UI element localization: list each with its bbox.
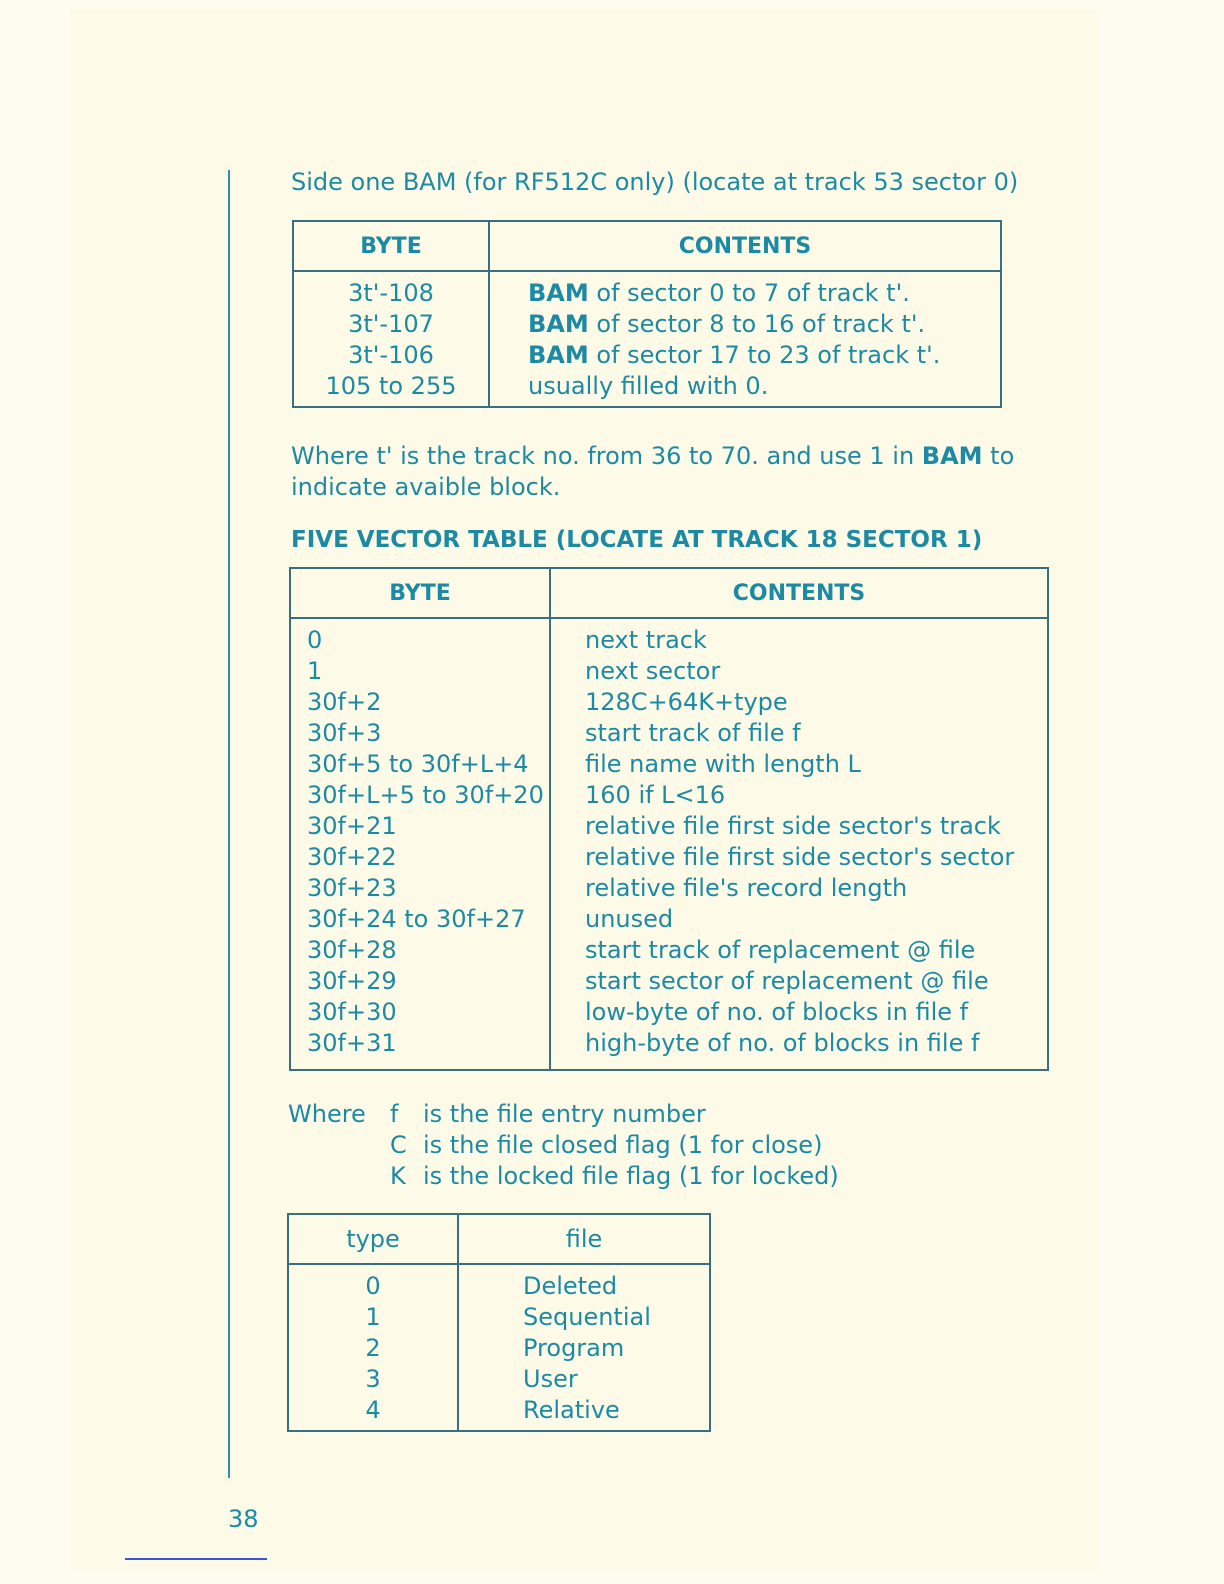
table-cell: high-byte of no. of blocks in file f	[585, 1029, 980, 1057]
table-cell: 1	[365, 1303, 381, 1331]
table-cell: start sector of replacement @ file	[585, 967, 989, 995]
table-cell: 30f+29	[307, 967, 397, 995]
table-cell: 160 if L<16	[585, 781, 726, 809]
table-cell: 30f+21	[307, 812, 397, 840]
where-note-line1	[291, 442, 1014, 470]
legend-desc: is the file closed flag (1 for close)	[423, 1131, 823, 1159]
bam-table-body-row	[293, 271, 1001, 407]
table-cell: 30f+28	[307, 936, 397, 964]
bam-desc: of sector 17 to 23 of track t'.	[588, 341, 941, 369]
vector-contents-column	[550, 618, 1048, 1070]
table-cell: 0	[307, 626, 323, 654]
table-cell: 30f+31	[307, 1029, 397, 1057]
bam-caption: Side one BAM (for RF512C only) (locate at track 53 sector 0)	[291, 168, 1019, 196]
type-table	[287, 1213, 711, 1432]
table-cell: 3t'-108	[348, 279, 434, 307]
table-cell: 30f+23	[307, 874, 397, 902]
margin-rule	[228, 170, 230, 1478]
table-cell: 30f+L+5 to 30f+20	[307, 781, 544, 809]
vector-table-heading: FIVE VECTOR TABLE (LOCATE AT TRACK 18 SECTOR 1)	[291, 527, 983, 553]
table-cell: Deleted	[523, 1272, 618, 1300]
table-cell: 30f+5 to 30f+L+4	[307, 750, 529, 778]
table-cell: 30f+2	[307, 688, 382, 716]
table-cell: 1	[307, 657, 323, 685]
where-note-tail: to	[982, 442, 1015, 470]
table-cell: 128C+64K+type	[585, 688, 788, 716]
table-cell: 30f+24 to 30f+27	[307, 905, 526, 933]
type-code-column	[288, 1264, 458, 1431]
legend-var: f	[390, 1100, 399, 1128]
table-cell: start track of file f	[585, 719, 801, 747]
bam-term: BAM	[528, 310, 589, 338]
type-header-type: type	[288, 1214, 458, 1264]
table-cell: Sequential	[523, 1303, 651, 1331]
table-cell	[528, 278, 1000, 309]
where-note-text: Where t' is the track no. from 36 to 70. and use 1 in	[291, 442, 922, 470]
bam-desc: usually filled with 0.	[528, 372, 769, 400]
bam-term: BAM	[528, 341, 589, 369]
bam-desc: of sector 8 to 16 of track t'.	[588, 310, 926, 338]
bam-table-header-row	[293, 221, 1001, 271]
bam-term: BAM	[528, 279, 589, 307]
table-cell	[528, 371, 1000, 402]
where-note-line2: indicate avaible block.	[291, 473, 561, 501]
table-cell: next sector	[585, 657, 721, 685]
table-cell: relative file's record length	[585, 874, 908, 902]
table-cell: unused	[585, 905, 674, 933]
table-cell: 30f+22	[307, 843, 397, 871]
legend-desc: is the locked file flag (1 for locked)	[423, 1162, 839, 1190]
bam-contents-column	[489, 271, 1001, 407]
table-cell: 0	[365, 1272, 381, 1300]
table-cell: file name with length L	[585, 750, 861, 778]
legend-var: K	[390, 1162, 406, 1190]
table-cell: 3	[365, 1365, 381, 1393]
table-cell	[528, 309, 1000, 340]
vector-table-body-row	[290, 618, 1048, 1070]
bottom-rule	[125, 1558, 267, 1560]
bam-desc: of sector 0 to 7 of track t'.	[588, 279, 910, 307]
table-cell	[528, 340, 1000, 371]
bam-byte-column	[293, 271, 489, 407]
table-cell: 30f+3	[307, 719, 382, 747]
legend-lead: Where	[288, 1100, 366, 1128]
legend-desc: is the file entry number	[423, 1100, 706, 1128]
table-cell: relative file first side sector's sector	[585, 843, 1015, 871]
table-cell: next track	[585, 626, 707, 654]
bam-header-byte: BYTE	[293, 221, 489, 271]
table-cell: 2	[365, 1334, 381, 1362]
table-cell: 105 to 255	[325, 372, 457, 400]
vector-table	[289, 567, 1049, 1071]
vector-header-contents: CONTENTS	[550, 568, 1048, 618]
legend-var: C	[390, 1131, 407, 1159]
type-file-column	[458, 1264, 710, 1431]
table-cell: User	[523, 1365, 578, 1393]
type-header-file: file	[458, 1214, 710, 1264]
table-cell: 4	[365, 1396, 381, 1424]
type-table-body-row	[288, 1264, 710, 1431]
table-cell: relative file first side sector's track	[585, 812, 1001, 840]
table-cell: Relative	[523, 1396, 620, 1424]
bam-table	[292, 220, 1002, 408]
table-cell: 30f+30	[307, 998, 397, 1026]
table-cell: start track of replacement @ file	[585, 936, 976, 964]
vector-byte-column	[290, 618, 550, 1070]
vector-table-header-row	[290, 568, 1048, 618]
table-cell: 3t'-106	[348, 341, 434, 369]
where-note-bam: BAM	[921, 442, 983, 470]
type-table-header-row	[288, 1214, 710, 1264]
page-number: 38	[228, 1505, 259, 1533]
table-cell: Program	[523, 1334, 625, 1362]
table-cell: low-byte of no. of blocks in file f	[585, 998, 969, 1026]
vector-header-byte: BYTE	[290, 568, 550, 618]
table-cell: 3t'-107	[348, 310, 434, 338]
bam-header-contents: CONTENTS	[489, 221, 1001, 271]
